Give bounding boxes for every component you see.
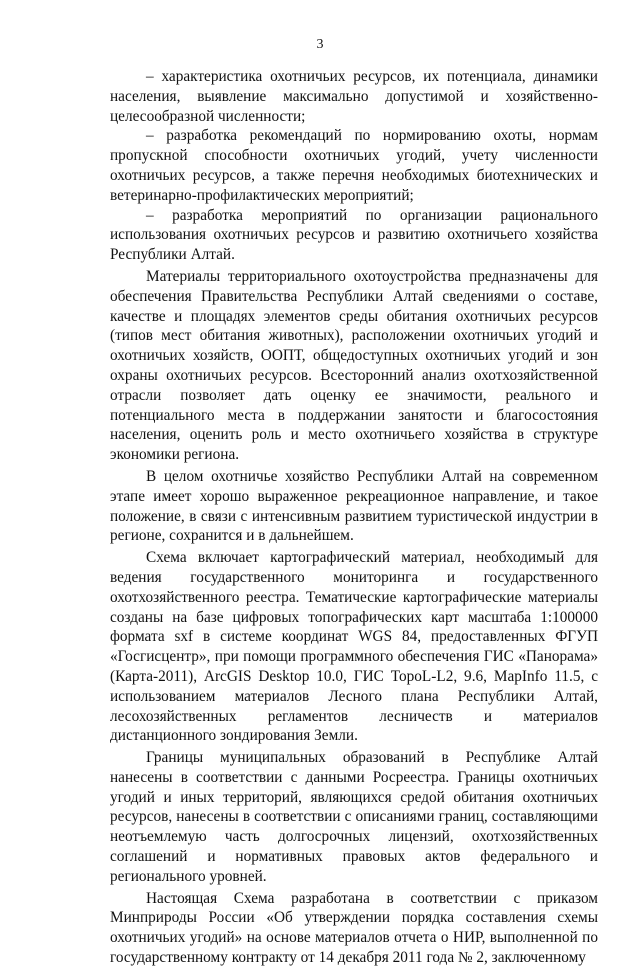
paragraph-rational-use-measures: – разработка мероприятий по организации рационального использования охотничьих ресурсов и развитию охотничьего хозяйства Республики Алтай.	[110, 206, 598, 264]
paragraph-scheme-basis: Настоящая Схема разработана в соответствии с приказом Минприроды России «Об утверждении порядка составления схемы охотничьих угодий» на основе материалов отчета о НИР, выполненной по государственному контракту от 14 декабря 2011 года № 2, заключенному	[110, 889, 598, 967]
paragraph-hunting-resources-characteristics: – характеристика охотничьих ресурсов, их потенциала, динамики населения, выявление максимально допустимой и хозяйственно-целесообразной численности;	[110, 68, 598, 125]
paragraph-hunting-recommendations: – разработка рекомендаций по нормированию охоты, нормам пропускной способности охотничьих угодий, учету численности охотничьих ресурсов, а также перечня необходимых биотехнических и ветеринарно-профилактических мероприятий;	[110, 127, 598, 204]
paragraph-recreational-direction: В целом охотничье хозяйство Республики Алтай на современном этапе имеет хорошо выраженное рекреационное направление, и такое положение, в связи с интенсивным развитием туристической индустрии в регионе, сохранится и в дальнейшем.	[110, 467, 598, 545]
paragraph-municipal-boundaries: Границы муниципальных образований в Республике Алтай нанесены в соответствии с данными Росреестра. Границы охотничьих угодий и иных территорий, являющихся средой обитания охотничьих ресурсов, нанесены в соответствии с описаниями границ, составляющими неотъемлемую часть долгосрочных лицензий, охотхозяйственных соглашений и нормативных правовых актов федерального и регионального уровней.	[110, 749, 598, 885]
page-number: 3	[316, 37, 324, 52]
paragraph-cartographic-material: Схема включает картографический материал, необходимый для ведения государственного мониторинга и государственного охотхозяйственного реестра. Тематические картографические материалы созданы на базе цифровых топографических карт масштаба 1:100000 формата sxf в системе координат WGS 84, предоставленных ФГУП «Госгисцентр», при помощи программного обеспечения ГИС «Панорама» (Карта-2011), ArcGIS Desktop 10.0, ГИС TopoL-L2, 9.6, MapInfo 11.5, с использованием материалов Лесного плана Республики Алтай, лесохозяйственных регламентов лесничеств и материалов дистанционного зондирования Земли.	[110, 549, 598, 745]
paragraph-territorial-hunting-materials: Материалы территориального охотоустройства предназначены для обеспечения Правительства Республики Алтай сведениями о составе, качестве и площадях элементов среды обитания охотничьих ресурсов (типов мест обитания животных), расположении охотничьих угодий и охотничьих хозяйств, ООПТ, общедоступных охотничьих угодий и зон охраны охотничьих ресурсов. Всесторонний анализ охотхозяйственной отрасли позволяет дать оценку ее значимости, реального и потенциального места в поддержании занятости и благосостояния населения, оценить роль и место охотничьего хозяйства в структуре экономики региона.	[110, 267, 598, 464]
document-body	[110, 67, 598, 968]
